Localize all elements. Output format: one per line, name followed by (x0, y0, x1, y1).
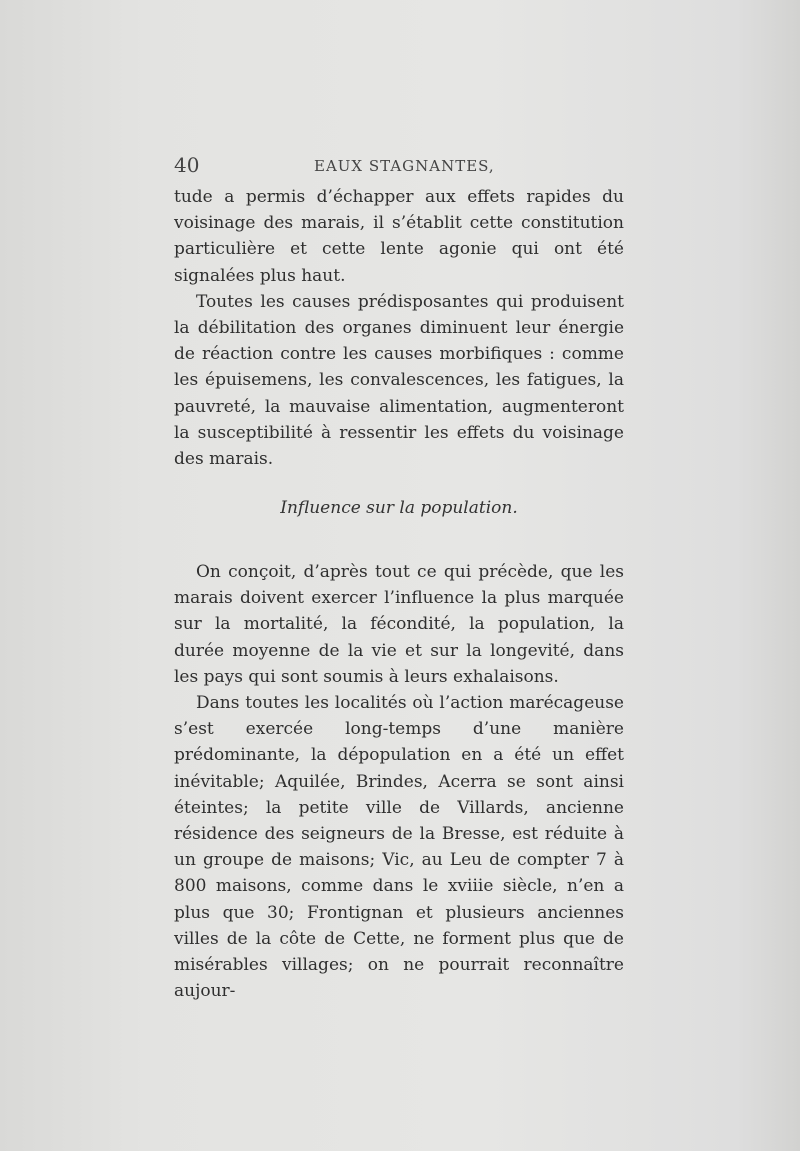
paragraph: Toutes les causes prédisposantes qui produisent la débilitation des organes diminuent leur énergie de réaction contre les causes morbifiques : comme les épuisemens, les convalescences, les fatigues, la pauvreté, la mauvaise alimentation, augmenteront la susceptibilité à ressentir les effets du voisinage des marais. (174, 291, 624, 470)
page-number: 40 (174, 153, 200, 177)
text-block-bottom (174, 559, 624, 1004)
paragraph: Dans toutes les localités où l’action marécageuse s’est exercée long-temps d’une manière prédominante, la dépopulation en a été un effet inévitable; Aquilée, Brindes, Acerra se sont ainsi éteintes; la petite ville de Villards, ancienne résidence des seigneurs de la Bresse, est réduite à un groupe de maisons; Vic, au Leu de compter 7 à 800 maisons, comme dans le xviiie siècle, n’en a plus que 30; Frontignan et plusieurs anciennes villes de la côte de Cette, ne forment plus que de misérables villages; on ne pourrait reconnaître aujour- (174, 693, 624, 1002)
page-header (174, 153, 624, 179)
paragraph: tude a permis d’échapper aux effets rapides du voisinage des marais, il s’établit cette constitution particulière et cette lente agonie qui ont été signalées plus haut. (174, 187, 624, 286)
section-heading: Influence sur la population. (280, 498, 518, 518)
text-block-top (174, 184, 624, 472)
paragraph: On conçoit, d’après tout ce qui précède, que les marais doivent exercer l’influence la plus marquée sur la mortalité, la fécondité, la population, la durée moyenne de la vie et sur la longevité, dans les pays qui sont soumis à leurs exhalaisons. (174, 562, 624, 687)
running-head: EAUX STAGNANTES, (314, 157, 495, 175)
